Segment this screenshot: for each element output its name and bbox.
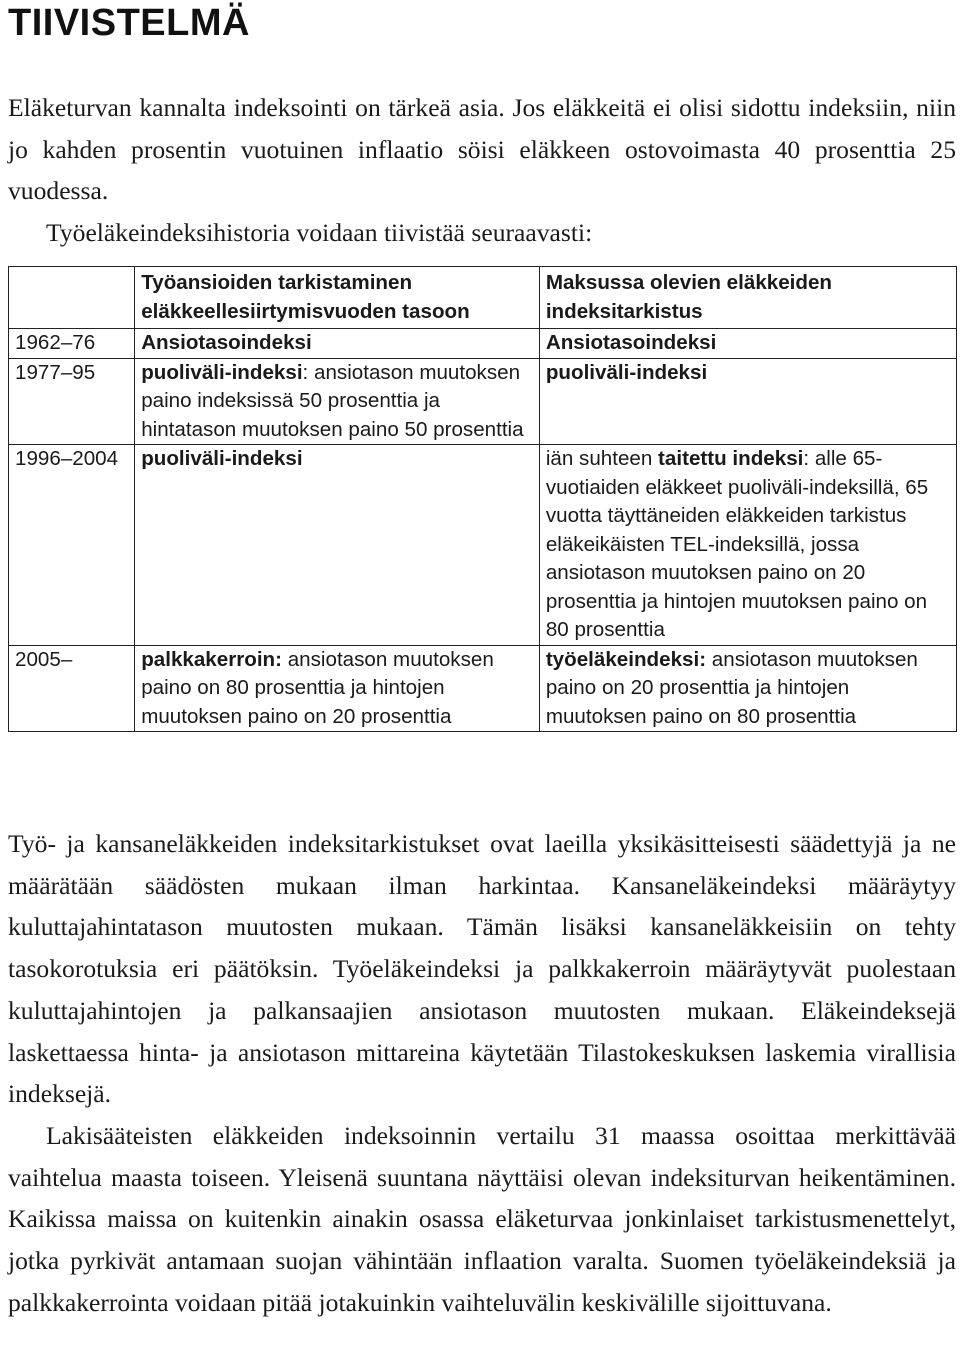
table-row <box>9 329 957 359</box>
header-pension-indexation: Maksussa olevien eläkkeiden indeksitarkistus <box>539 267 956 329</box>
table-row <box>9 358 957 445</box>
row-pension-bold: työeläkeindeksi: <box>545 647 707 671</box>
header-earnings-review: Työansioiden tarkistaminen eläkkeellesiirtymisvuoden tasoon <box>135 267 540 329</box>
row-pension-cell <box>539 445 956 646</box>
row-earnings-cell <box>135 445 540 646</box>
intro-paragraph: Eläketurvan kannalta indeksointi on tärkeä asia. Jos eläkkeitä ei olisi sidottu indeksiin, niin jo kahden prosentin vuotuinen inflaatio söisi eläkkeen ostovoimasta 40 prosenttia 25 vuodessa. <box>8 93 956 206</box>
row-earnings-text: : ansiotason muutoksen paino indeksissä 50 prosenttia ja hintatason muutoksen paino 50 prosenttia <box>141 360 524 441</box>
row-earnings-text: ansiotason muutoksen paino on 80 prosenttia ja hintojen muutoksen paino on 20 prosenttia <box>141 647 494 728</box>
row-pension-bold: Ansiotasoindeksi <box>545 331 717 354</box>
row-period: 1977–95 <box>9 358 135 445</box>
row-earnings-cell <box>135 645 540 732</box>
row-pension-bold: puoliväli-indeksi <box>545 360 708 384</box>
page-title: TIIVISTELMÄ <box>8 2 250 44</box>
table-lead-text: Työeläkeindeksihistoria voidaan tiivistää seuraavasti: <box>46 218 593 247</box>
table-row <box>9 645 957 732</box>
paragraph-indexation-rules: Työ- ja kansaneläkkeiden indeksitarkistukset ovat laeilla yksikäsitteisesti säädettyjä ja ne määrätään säädösten mukaan ilman harkintaa. Kansaneläkeindeksi määräytyy kuluttajahintatason muutosten mukaan. Tämän lisäksi kansaneläkkeisiin on tehty tasokorotuksia eri päätöksin. Työeläkeindeksi ja palkkakerroin määräytyvät puolestaan kuluttajahintojen ja palkansaajien ansiotason muutosten mukaan. Eläkeindeksejä laskettaessa hinta- ja ansiotason mittareina käytetään Tilastokeskuksen laskemia virallisia indeksejä. <box>8 829 956 1109</box>
row-earnings-cell <box>135 329 540 359</box>
row-pension-cell <box>539 329 956 359</box>
table-row <box>9 445 957 646</box>
row-earnings-bold: palkkakerroin: <box>141 647 282 671</box>
index-history-table <box>8 266 957 732</box>
row-pension-text: ansiotason muutoksen paino on 20 prosenttia ja hintojen muutoksen paino on 80 prosenttia <box>545 647 918 728</box>
header-empty-cell <box>9 267 135 329</box>
row-period: 2005– <box>9 645 135 732</box>
body-text <box>8 823 956 1323</box>
paragraph-international-comparison: Lakisääteisten eläkkeiden indeksoinnin vertailu 31 maassa osoittaa merkittävää vaihtelua maasta toiseen. Yleisenä suuntana näyttäisi olevan indeksiturvan heikentäminen. Kaikissa maissa on kuitenkin ainakin osassa eläketurvaa jonkinlaiset tarkistusmenettelyt, jotka pyrkivät antamaan suojan vähintään inflaation varalta. Suomen työeläkeindeksiä ja palkkakerrointa voidaan pitää jotakuinkin vaihteluvälin keskivälille sijoittuvana. <box>8 1120 956 1317</box>
row-pension-cell <box>539 358 956 445</box>
table-header-row <box>9 267 957 329</box>
row-pension-text: : alle 65-vuotiaiden eläkkeet puoliväli-indeksillä, 65 vuotta täyttäneiden eläkkeiden tarkistus eläkeikäisten TEL-indeksillä, jossa ansiotason muutoksen paino on 20 prosenttia ja hintojen muutoksen paino on 80 prosenttia <box>545 447 929 641</box>
row-period: 1996–2004 <box>9 445 135 646</box>
row-earnings-bold: puoliväli-indeksi <box>141 360 303 384</box>
row-earnings-bold: puoliväli-indeksi <box>141 447 303 470</box>
row-pension-pre: iän suhteen <box>545 447 659 470</box>
row-period: 1962–76 <box>9 329 135 359</box>
row-earnings-bold: Ansiotasoindeksi <box>141 331 312 354</box>
row-pension-bold: taitettu indeksi <box>658 447 804 470</box>
row-earnings-cell <box>135 358 540 445</box>
row-pension-cell <box>539 645 956 732</box>
